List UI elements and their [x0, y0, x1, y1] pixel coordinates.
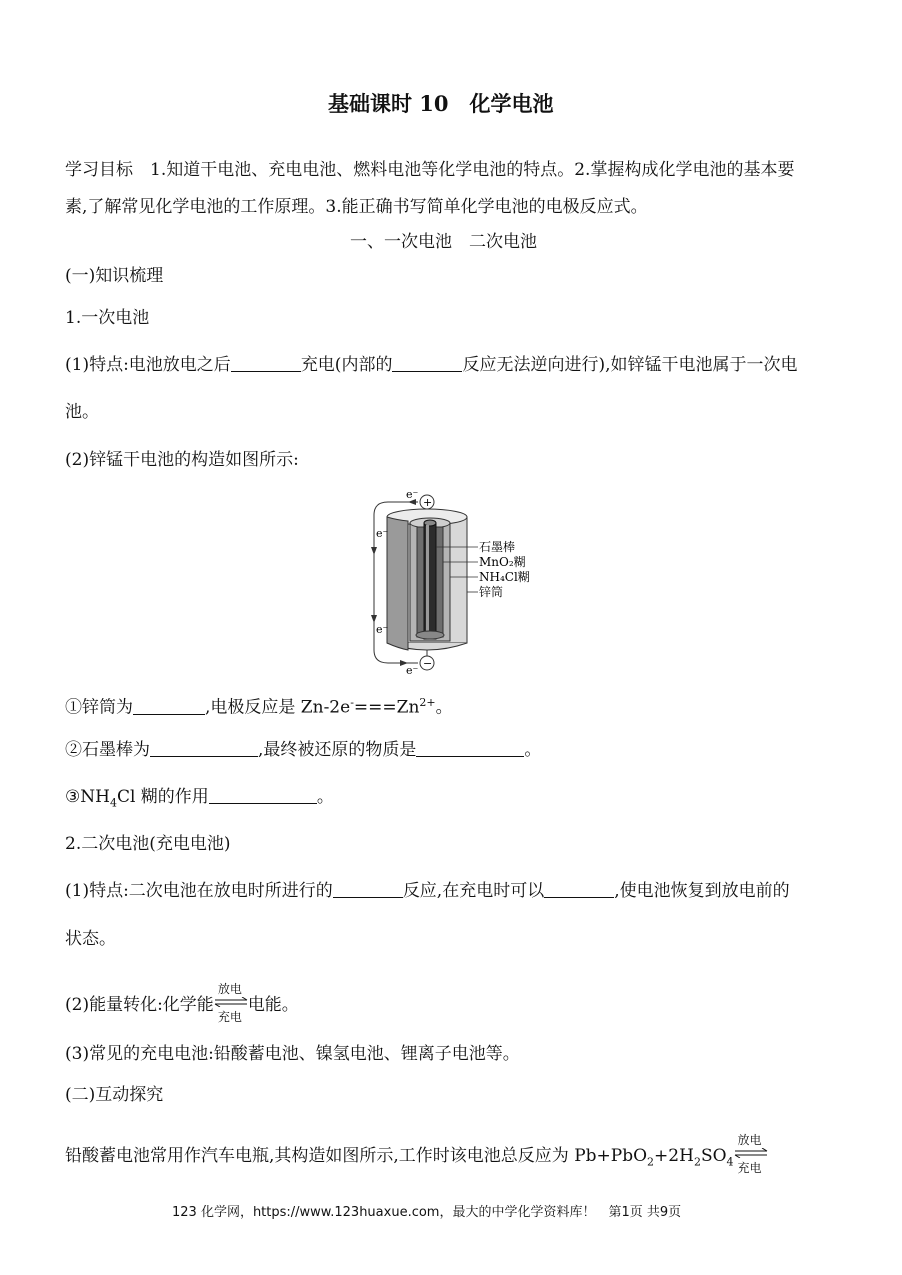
text: 。	[316, 787, 334, 807]
question-nh4cl	[65, 786, 334, 814]
discharge-label: 放电	[217, 981, 242, 996]
text: ①锌筒为	[65, 697, 133, 718]
section-heading: 一、一次电池 二次电池	[350, 232, 537, 252]
secondary-feature-line	[65, 880, 790, 902]
subscript: 4	[726, 1155, 734, 1169]
answer-blank[interactable]	[333, 881, 403, 898]
part-heading-explore: (二)互动探究	[65, 1085, 164, 1105]
subscript: 2	[693, 1155, 701, 1169]
secondary-feature-line-2: 状态。	[65, 929, 116, 949]
subscript: 4	[109, 796, 117, 810]
text: 充电(内部的	[300, 355, 393, 375]
electron-label-left-lower: e⁻	[376, 623, 389, 636]
primary-feature-line-2: 池。	[65, 402, 99, 422]
text: (1)特点:二次电池在放电时所进行的	[65, 881, 333, 901]
question-zinc-can	[65, 692, 453, 719]
part-heading-knowledge: (一)知识梳理	[65, 266, 164, 286]
superscript: 2+	[419, 696, 436, 709]
superscript: -	[350, 696, 354, 709]
text: ,电极反应是 Zn-2e	[205, 697, 351, 718]
label-zinc-can: 锌筒	[479, 585, 504, 599]
text: (1)特点:电池放电之后	[65, 355, 231, 375]
energy-conversion-line	[65, 981, 299, 1024]
charge-label: 充电	[737, 1160, 762, 1175]
answer-blank[interactable]	[392, 355, 462, 372]
primary-feature-line	[65, 354, 798, 376]
question-graphite-rod	[65, 739, 541, 761]
electron-label-bottom: e⁻	[406, 664, 419, 675]
answer-blank[interactable]	[416, 740, 524, 757]
text: (2)能量转化:化学能	[65, 995, 214, 1015]
common-batteries-line: (3)常见的充电电池:铅酸蓄电池、镍氢电池、锂离子电池等。	[65, 1044, 520, 1064]
text: ===Zn	[353, 697, 420, 718]
text: Cl 糊的作用	[116, 787, 209, 807]
electron-label-top: e⁻	[406, 488, 419, 501]
reversible-arrow	[734, 1132, 768, 1175]
label-mno2-paste: MnO₂糊	[479, 555, 526, 569]
answer-blank[interactable]	[150, 740, 258, 757]
text: ③NH	[65, 787, 110, 807]
text: 反应,在充电时可以	[402, 881, 545, 901]
objectives-line-2: 素,了解常见化学电池的工作原理。3.能正确书写简单化学电池的电极反应式。	[65, 197, 648, 217]
text: ②石墨棒为	[65, 740, 150, 760]
charge-label: 充电	[217, 1009, 242, 1024]
answer-blank[interactable]	[231, 355, 301, 372]
text: 。	[524, 740, 542, 760]
answer-blank[interactable]	[133, 698, 205, 715]
figure-intro: (2)锌锰干电池的构造如图所示:	[65, 450, 299, 470]
lead-acid-line	[65, 1132, 768, 1175]
subscript: 2	[647, 1155, 655, 1169]
positive-terminal-sign: +	[423, 496, 433, 509]
text: SO	[700, 1146, 727, 1166]
negative-terminal-sign: −	[423, 657, 433, 670]
text: ,最终被还原的物质是	[258, 740, 417, 760]
page-footer: 123 化学网，https://www.123huaxue.com，最大的中学化学资料库！ 第1页 共9页	[172, 1205, 682, 1220]
item-heading-secondary-battery: 2.二次电池(充电电池)	[65, 834, 231, 854]
text: 。	[435, 697, 453, 718]
label-graphite-rod: 石墨棒	[479, 540, 516, 554]
text: 反应无法逆向进行),如锌锰干电池属于一次电	[462, 355, 798, 375]
item-heading-primary-battery: 1.一次电池	[65, 308, 150, 328]
page-title: 基础课时 10 化学电池	[328, 91, 554, 116]
dry-cell-diagram	[360, 485, 550, 675]
text: 电能。	[247, 995, 299, 1015]
label-nh4cl-paste: NH₄Cl糊	[479, 570, 530, 584]
discharge-label: 放电	[737, 1132, 762, 1147]
text: 铅酸蓄电池常用作汽车电瓶,其构造如图所示,工作时该电池总反应为 Pb+PbO	[65, 1146, 648, 1166]
objectives-line-1: 学习目标 1.知道干电池、充电电池、燃料电池等化学电池的特点。2.掌握构成化学电池的基本要	[65, 160, 795, 180]
electron-label-left-upper: e⁻	[376, 527, 389, 540]
text: +2H	[654, 1146, 694, 1166]
answer-blank[interactable]	[209, 787, 317, 804]
reversible-arrow	[214, 981, 248, 1024]
answer-blank[interactable]	[544, 881, 614, 898]
text: ,使电池恢复到放电前的	[614, 881, 790, 901]
